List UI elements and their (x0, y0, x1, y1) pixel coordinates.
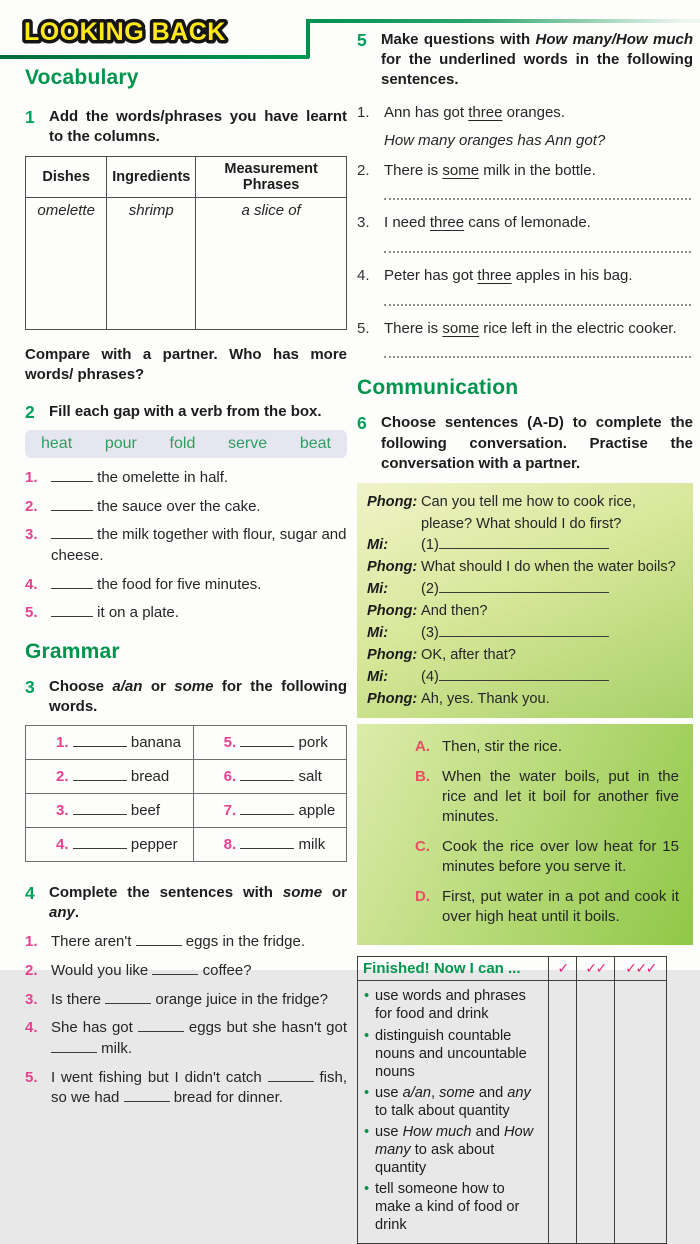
grammar-cell[interactable] (193, 828, 346, 862)
skill-item (364, 1027, 544, 1081)
speaker-name: Phong: (367, 603, 418, 620)
option-text: When the water boils, put in the rice and let it boil for another five minutes. (442, 767, 679, 825)
exercise-item (25, 575, 347, 596)
task-5-instruction: Make questions with How many/How much for the underlined words in the following sentences. (381, 31, 693, 89)
dialog-text[interactable]: (3) (421, 623, 683, 645)
vocabulary-table-header-row (26, 157, 347, 198)
option-letter: A. (415, 737, 430, 755)
fill-blank[interactable] (240, 848, 294, 849)
item-number: 5. (25, 1068, 38, 1086)
badge-text: LOOKING BACK (24, 18, 226, 46)
fill-blank[interactable] (73, 746, 127, 747)
exercise-item (25, 468, 347, 489)
task-2 (25, 402, 347, 422)
skill-item (364, 1123, 544, 1177)
item-number: 5. (357, 319, 370, 337)
skill-text: tell someone how to make a kind of food or drink (375, 1181, 520, 1234)
option-text: Then, stir the rice. (442, 737, 563, 755)
col-header-measurement: Measurement Phrases (196, 157, 347, 198)
grammar-word: beef (130, 802, 161, 820)
dialog-text[interactable]: (4) (421, 667, 683, 689)
grammar-cell[interactable] (193, 726, 346, 760)
looking-back-badge (16, 10, 226, 57)
task-2-instruction: Fill each gap with a verb from the box. (49, 402, 322, 420)
exercise-item (25, 497, 347, 518)
check-skill-list (358, 981, 548, 1242)
item-sentence[interactable]: the food for five minutes. (51, 575, 347, 596)
col-header-ingredients: Ingredients (107, 157, 196, 198)
dialog-line (367, 492, 683, 536)
check-level-2: ✓✓ (576, 957, 614, 981)
item-number: 1. (56, 734, 69, 752)
dialog-line (367, 579, 683, 601)
item-sentence[interactable]: Would you like coffee? (51, 962, 252, 979)
dialog-text: And then? (421, 603, 488, 620)
option-text: First, put water in a pot and cook it over high heat until it boils. (442, 888, 679, 926)
cell-measurement[interactable]: a slice of (196, 198, 347, 330)
exercise-item (357, 213, 693, 266)
grammar-row (26, 828, 347, 862)
task-4 (25, 883, 347, 923)
grammar-word: bread (130, 768, 170, 786)
item-sentence[interactable]: the milk together with flour, sugar and cheese. (51, 526, 347, 564)
grammar-cell[interactable] (193, 760, 346, 794)
check-cell[interactable] (614, 981, 666, 1242)
fill-blank[interactable] (240, 780, 294, 781)
speaker-name: Phong: (367, 646, 418, 663)
speaker-name: Mi: (367, 668, 389, 685)
speaker-name: Mi: (367, 581, 389, 598)
cell-ingredients[interactable]: shrimp (107, 198, 196, 330)
item-number: 2. (25, 962, 38, 979)
green-divider-left (0, 55, 309, 59)
verb-word-box (25, 430, 347, 458)
grammar-cell[interactable] (193, 794, 346, 828)
item-sentence (384, 103, 693, 160)
task-1-instruction: Add the words/phrases you have learnt to the columns. (49, 108, 347, 146)
item-sentence[interactable]: She has got eggs but she hasn't got milk. (51, 1019, 348, 1058)
green-divider-step (306, 19, 310, 58)
task-3-instruction: Choose a/an or some for the following words. (49, 677, 347, 716)
bullet-icon: • (364, 1124, 370, 1140)
green-divider-right (306, 19, 700, 23)
dialog-text: Ah, yes. Thank you. (421, 690, 550, 707)
dialog-text: OK, after that? (421, 646, 516, 663)
item-sentence[interactable]: the omelette in half. (51, 468, 347, 489)
dialog-line (367, 645, 683, 667)
sentence-text: There is some rice left in the electric cooker. (384, 319, 677, 337)
dialog-line (367, 557, 683, 579)
option-item[interactable] (415, 767, 679, 827)
exercise-item (25, 1068, 347, 1109)
fill-blank[interactable] (73, 848, 127, 849)
grammar-word: pork (298, 734, 328, 752)
item-number: 3. (25, 990, 38, 1008)
item-number: 5. (223, 734, 237, 752)
task-5 (357, 30, 693, 90)
item-sentence[interactable]: it on a plate. (51, 603, 347, 624)
answer-line[interactable] (384, 303, 691, 306)
grammar-word: salt (298, 768, 322, 786)
bullet-icon: • (364, 1084, 370, 1101)
badge-art (16, 10, 226, 52)
task-4-instruction: Complete the sentences with some or any. (49, 884, 347, 922)
check-cell[interactable] (576, 981, 614, 1242)
dialog-text: Can you tell me how to cook rice, please? What should I do first? (421, 493, 636, 532)
dialog-text: What should I do when the water boils? (421, 559, 676, 576)
fill-blank[interactable] (240, 814, 294, 815)
exercise-item (25, 603, 347, 624)
item-number: 3. (357, 214, 370, 232)
exercise-item (25, 525, 347, 566)
skill-item (364, 987, 544, 1023)
item-sentence[interactable]: the sauce over the cake. (51, 497, 347, 518)
grammar-row (26, 794, 347, 828)
bullet-icon: • (364, 1027, 370, 1044)
task-2-items (25, 468, 347, 624)
dialog-line (367, 601, 683, 623)
task-2-number: 2 (25, 401, 35, 422)
task-4-number: 4 (25, 883, 35, 904)
dialog-line (367, 689, 683, 711)
bullet-icon: • (364, 988, 370, 1005)
item-number: 4. (56, 836, 69, 854)
option-letter: C. (415, 837, 430, 855)
grammar-word: pepper (130, 836, 178, 854)
speaker-name: Mi: (367, 537, 389, 554)
option-letter: D. (415, 888, 430, 906)
exercise-item (25, 1018, 347, 1059)
speaker-name: Phong: (367, 690, 418, 707)
vocabulary-table (25, 156, 347, 330)
verb-heat: heat (41, 434, 73, 452)
task-6 (357, 413, 693, 473)
verb-beat: beat (299, 434, 331, 452)
verb-fold: fold (169, 434, 196, 452)
option-item[interactable] (415, 737, 679, 757)
left-column (25, 66, 347, 1117)
item-sentence (384, 161, 693, 214)
verb-serve: serve (228, 434, 268, 452)
dialog-text[interactable]: (2) (421, 579, 683, 601)
item-number: 1. (357, 104, 370, 122)
answer-line[interactable] (384, 250, 691, 253)
item-number: 7. (223, 802, 237, 820)
answer-options-box (357, 724, 693, 946)
grammar-row (26, 726, 347, 760)
speaker-name: Phong: (367, 559, 418, 576)
dialog-line (367, 667, 683, 689)
exercise-item (25, 932, 347, 953)
dialog-line (367, 535, 683, 557)
task-6-number: 6 (357, 413, 367, 434)
bullet-icon: • (364, 1181, 370, 1198)
item-number: 6. (223, 768, 237, 786)
grammar-cell[interactable] (26, 794, 194, 828)
item-number: 4. (357, 267, 370, 285)
item-sentence (384, 213, 693, 266)
item-number: 1. (25, 933, 38, 951)
grammar-cell[interactable] (26, 726, 194, 760)
grammar-word: milk (298, 836, 326, 854)
vocabulary-heading: Vocabulary (25, 66, 139, 89)
grammar-heading: Grammar (25, 639, 120, 663)
skill-text: use a/an, some and any to talk about quantity (375, 1084, 531, 1119)
task-5-items (357, 103, 693, 371)
sentence-text: Ann has got three oranges. (384, 104, 565, 122)
item-number: 8. (223, 836, 237, 854)
answer-line[interactable] (384, 355, 691, 358)
speaker-name: Phong: (367, 493, 418, 510)
item-sentence (384, 319, 693, 372)
item-sentence[interactable]: Is there orange juice in the fridge? (51, 990, 328, 1008)
sentence-text: There is some milk in the bottle. (384, 161, 596, 179)
skill-text: distinguish countable nouns and uncountable nouns (375, 1027, 527, 1080)
compare-note: Compare with a partner. Who has more words/ phrases? (25, 346, 347, 384)
skill-text: use words and phrases for food and drink (375, 988, 526, 1023)
fill-blank[interactable] (73, 780, 127, 781)
check-level-3: ✓✓✓ (614, 957, 666, 981)
task-1 (25, 107, 347, 147)
exercise-item (25, 990, 347, 1011)
item-number: 2. (357, 161, 370, 179)
skill-item (364, 1084, 544, 1120)
item-number: 2. (56, 768, 69, 786)
fill-blank[interactable] (73, 814, 127, 815)
speaker-name: Mi: (367, 625, 389, 642)
option-letter: B. (415, 767, 430, 785)
sentence-text: I need three cans of lemonade. (384, 214, 591, 232)
option-item[interactable] (415, 887, 679, 927)
task-3-number: 3 (25, 676, 35, 697)
task-5-number: 5 (357, 30, 367, 50)
item-number: 2. (25, 497, 38, 515)
exercise-item (357, 161, 693, 214)
exercise-item (357, 266, 693, 319)
item-sentence (384, 266, 693, 319)
exercise-item (357, 103, 693, 160)
task-1-number: 1 (25, 107, 35, 127)
grammar-table (25, 725, 347, 862)
answer-line[interactable] (384, 197, 691, 200)
check-level-1: ✓ (548, 957, 576, 981)
sentence-text: Peter has got three apples in his bag. (384, 267, 633, 285)
skill-item (364, 1180, 544, 1234)
item-number: 1. (25, 468, 38, 486)
item-number: 5. (25, 604, 38, 622)
item-number: 3. (25, 526, 38, 544)
check-cell[interactable] (548, 981, 576, 1242)
fill-blank[interactable] (240, 746, 294, 747)
vocabulary-table-row (26, 198, 347, 330)
exercise-item (357, 319, 693, 372)
item-number: 3. (56, 802, 69, 820)
task-3 (25, 677, 347, 717)
col-header-dishes: Dishes (26, 157, 107, 198)
verb-pour: pour (104, 434, 137, 452)
grammar-cell[interactable] (26, 760, 194, 794)
self-check-table (357, 956, 667, 1243)
option-item[interactable] (415, 837, 679, 877)
task-4-items (25, 932, 347, 1109)
grammar-word: banana (130, 734, 181, 752)
right-column (357, 30, 693, 1244)
dialog-line (367, 623, 683, 645)
item-number: 4. (25, 575, 38, 593)
grammar-cell[interactable] (26, 828, 194, 862)
task-6-instruction: Choose sentences (A-D) to complete the following conversation. Practise the conversation with a partner. (381, 414, 693, 472)
item-sentence[interactable]: There aren't eggs in the fridge. (51, 933, 305, 951)
example-answer: How many oranges has Ann got? (384, 131, 606, 149)
check-table-title: Finished! Now I can ... (358, 957, 548, 981)
cell-dishes[interactable]: omelette (26, 198, 107, 330)
grammar-word: apple (298, 802, 336, 820)
option-text: Cook the rice over low heat for 15 minutes before you serve it. (442, 837, 679, 876)
conversation-box (357, 483, 693, 718)
skill-text: use How much and How many to ask about quantity (375, 1124, 534, 1177)
grammar-row (26, 760, 347, 794)
dialog-text[interactable]: (1) (421, 535, 683, 557)
item-sentence[interactable]: I went fishing but I didn't catch fish, so we had bread for dinner. (51, 1068, 347, 1107)
exercise-item (25, 961, 347, 982)
item-number: 4. (25, 1019, 38, 1037)
communication-heading: Communication (357, 376, 519, 400)
